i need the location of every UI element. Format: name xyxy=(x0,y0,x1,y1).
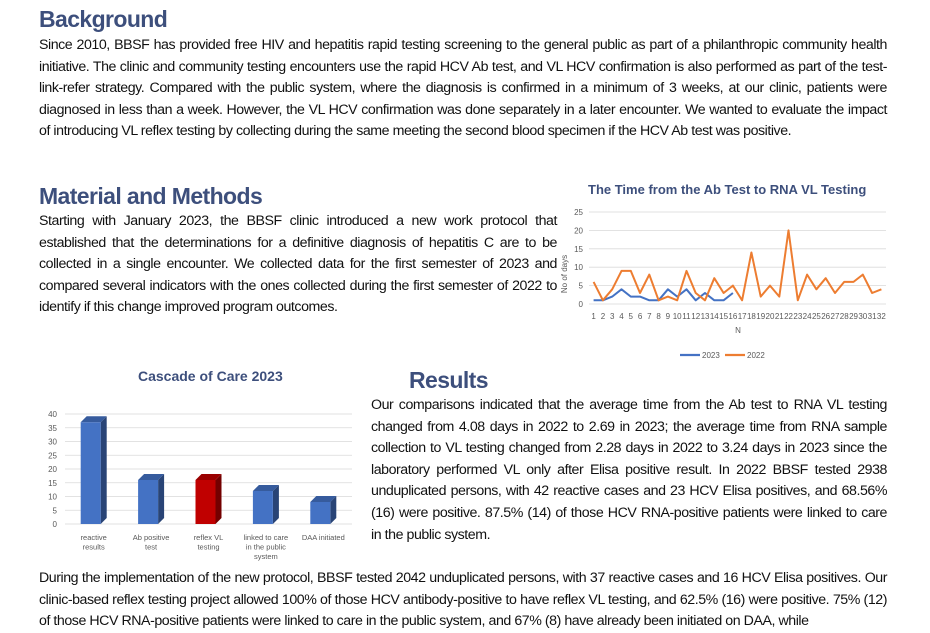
line-chart-xtick-label: 32 xyxy=(876,312,886,321)
bar-chart-title: Cascade of Care 2023 xyxy=(138,368,283,384)
bar-chart-ytick-label: 0 xyxy=(52,520,57,529)
line-chart-xtick-label: 11 xyxy=(682,312,691,321)
line-chart-xtick-label: 24 xyxy=(802,312,812,321)
line-chart-xtick-label: 25 xyxy=(811,312,821,321)
bar-chart-ytick-label: 35 xyxy=(48,423,57,433)
line-chart-xtick-label: 12 xyxy=(691,312,701,321)
line-chart-xtick-label: 2 xyxy=(600,312,606,321)
background-heading: Background xyxy=(39,6,168,32)
bar-chart-ytick-label: 25 xyxy=(48,451,57,461)
line-chart-xtick-label: 8 xyxy=(656,312,661,321)
line-chart-ytick-label: 5 xyxy=(578,281,583,291)
bar-chart-category-label: reflex VL testing xyxy=(193,533,224,552)
bar-chart-ytick-label: 15 xyxy=(48,478,57,488)
line-chart-xtick-label: 15 xyxy=(719,312,729,321)
bar-chart-category-label: linked to care in the public system xyxy=(243,533,289,561)
bar-chart-ytick-label: 30 xyxy=(48,437,57,447)
methods-paragraph: Starting with January 2023, the BBSF clinic introduced a new work protocol that established that the determinations for a definitive diagnosis of hepatitis C are to be collected in a single encounter. We collected data for the first semester of 2023 and compared several indicators with the ones collected during the first semester of 2022 to identify if this change improved program outcomes. xyxy=(39,213,557,316)
line-chart-xtick-label: 26 xyxy=(821,312,831,321)
line-chart-xtick-label: 21 xyxy=(774,312,784,321)
line-chart-ytick-label: 20 xyxy=(574,226,583,236)
bar-chart-category-label: DAA initiated xyxy=(301,533,345,542)
line-chart-xtick-label: 3 xyxy=(609,312,615,321)
bar-chart-ytick-label: 10 xyxy=(48,492,57,502)
bar-chart-category-label: Ab positive test xyxy=(132,533,170,552)
line-chart-legend xyxy=(680,351,765,360)
line-chart-xtick-label: 28 xyxy=(839,312,849,321)
line-chart-xtick-label: 4 xyxy=(619,312,624,321)
line-chart-xtick-label: 22 xyxy=(784,312,793,321)
bar-3 xyxy=(196,474,222,524)
bar-1 xyxy=(81,416,107,524)
line-chart-xtick-label: 7 xyxy=(647,312,652,321)
bar-chart-ytick-label: 40 xyxy=(48,410,57,419)
results-heading: Results xyxy=(409,367,488,393)
line-chart-xtick-label: 29 xyxy=(849,312,858,321)
bar-chart-ytick-label: 5 xyxy=(52,506,57,516)
line-chart-xtick-label: 23 xyxy=(793,312,803,321)
line-chart-xtick-label: 31 xyxy=(867,312,877,321)
bar-chart-ytick-label: 20 xyxy=(48,465,57,474)
bottom-paragraph: During the implementation of the new protocol, BBSF tested 2042 unduplicated persons, with 37 reactive cases and 16 HCV Elisa positives. Our clinic-based reflex testing project allowed 100% of those HCV antibody-positive to have reflex VL testing, and 62.5% (16) were positive. 75% (12) of those HCV RNA-positive patients were linked to care in the public system, and 67% (8) have already been initiated on DAA, while xyxy=(39,570,887,630)
legend-label-2023: 2023 xyxy=(702,351,720,360)
line-chart-xtick-label: 18 xyxy=(746,312,756,321)
line-chart-xtick-label: 13 xyxy=(700,312,710,321)
methods-heading: Material and Methods xyxy=(39,183,263,209)
line-chart-xtick-label: 10 xyxy=(672,312,682,321)
bar-2 xyxy=(138,474,164,524)
line-chart-xtick-label: 5 xyxy=(628,312,633,321)
results-paragraph: Our comparisons indicated that the average time from the Ab test to RNA VL testing changed from 4.08 days in 2022 to 2.69 in 2023; the average time from RNA sample collection to VL testing changed from 2.28 days in 2022 to 3.24 days in 2023 since the laboratory performed VL only after Elisa positive result. In 2022 BBSF tested 2938 unduplicated persons, with 42 reactive cases and 23 HCV Elisa positives, and 68.56% (16) were positive. 87.5% (14) of those HCV RNA-positive patients were linked to care in the public system. xyxy=(371,397,887,543)
line-chart-xlabel: N xyxy=(735,326,741,335)
line-chart-xtick-label: 17 xyxy=(737,312,747,321)
line-chart-ytick-label: 0 xyxy=(578,300,583,309)
line-chart-xtick-label: 6 xyxy=(637,312,643,321)
line-chart-title: The Time from the Ab Test to RNA VL Testing xyxy=(588,182,867,197)
background-paragraph: Since 2010, BBSF has provided free HIV and hepatitis rapid testing screening to the general public as part of a philanthropic community health initiative. The clinic and community testing encounters use the rapid HCV Ab test, and VL HCV confirmation is also performed as part of the test-link-refer strategy. Compared with the public system, where the diagnosis is confirmed in a minimum of 3 weeks, at our clinic, patients were diagnosed in less than a week. However, the VL HCV confirmation was done separately in a later encounter. We wanted to evaluate the impact of introducing VL reflex testing by collecting during the same meeting the second blood specimen if the HCV Ab test was positive. xyxy=(39,37,887,140)
line-chart-xtick-label: 20 xyxy=(765,312,775,321)
line-chart-xtick-label: 16 xyxy=(728,312,738,321)
bar-4 xyxy=(253,485,279,524)
bar-chart-category-label: reactive results xyxy=(80,533,107,552)
bar-5 xyxy=(310,496,336,524)
line-chart-ytick-label: 15 xyxy=(574,244,583,254)
line-chart-xtick-label: 1 xyxy=(591,312,596,321)
legend-label-2022: 2022 xyxy=(747,351,765,360)
line-chart-xtick-label: 14 xyxy=(709,312,719,321)
line-chart-xtick-label: 27 xyxy=(830,312,840,321)
bar-chart xyxy=(20,395,365,570)
line-chart xyxy=(555,200,900,365)
line-chart-ytick-label: 25 xyxy=(574,208,583,217)
line-chart-xtick-label: 30 xyxy=(858,312,868,321)
line-series-2022 xyxy=(594,230,882,300)
line-chart-ylabel: No of days xyxy=(560,254,569,294)
line-chart-xtick-label: 9 xyxy=(665,312,671,321)
line-chart-xtick-label: 19 xyxy=(756,312,766,321)
line-chart-ytick-label: 10 xyxy=(574,263,583,273)
